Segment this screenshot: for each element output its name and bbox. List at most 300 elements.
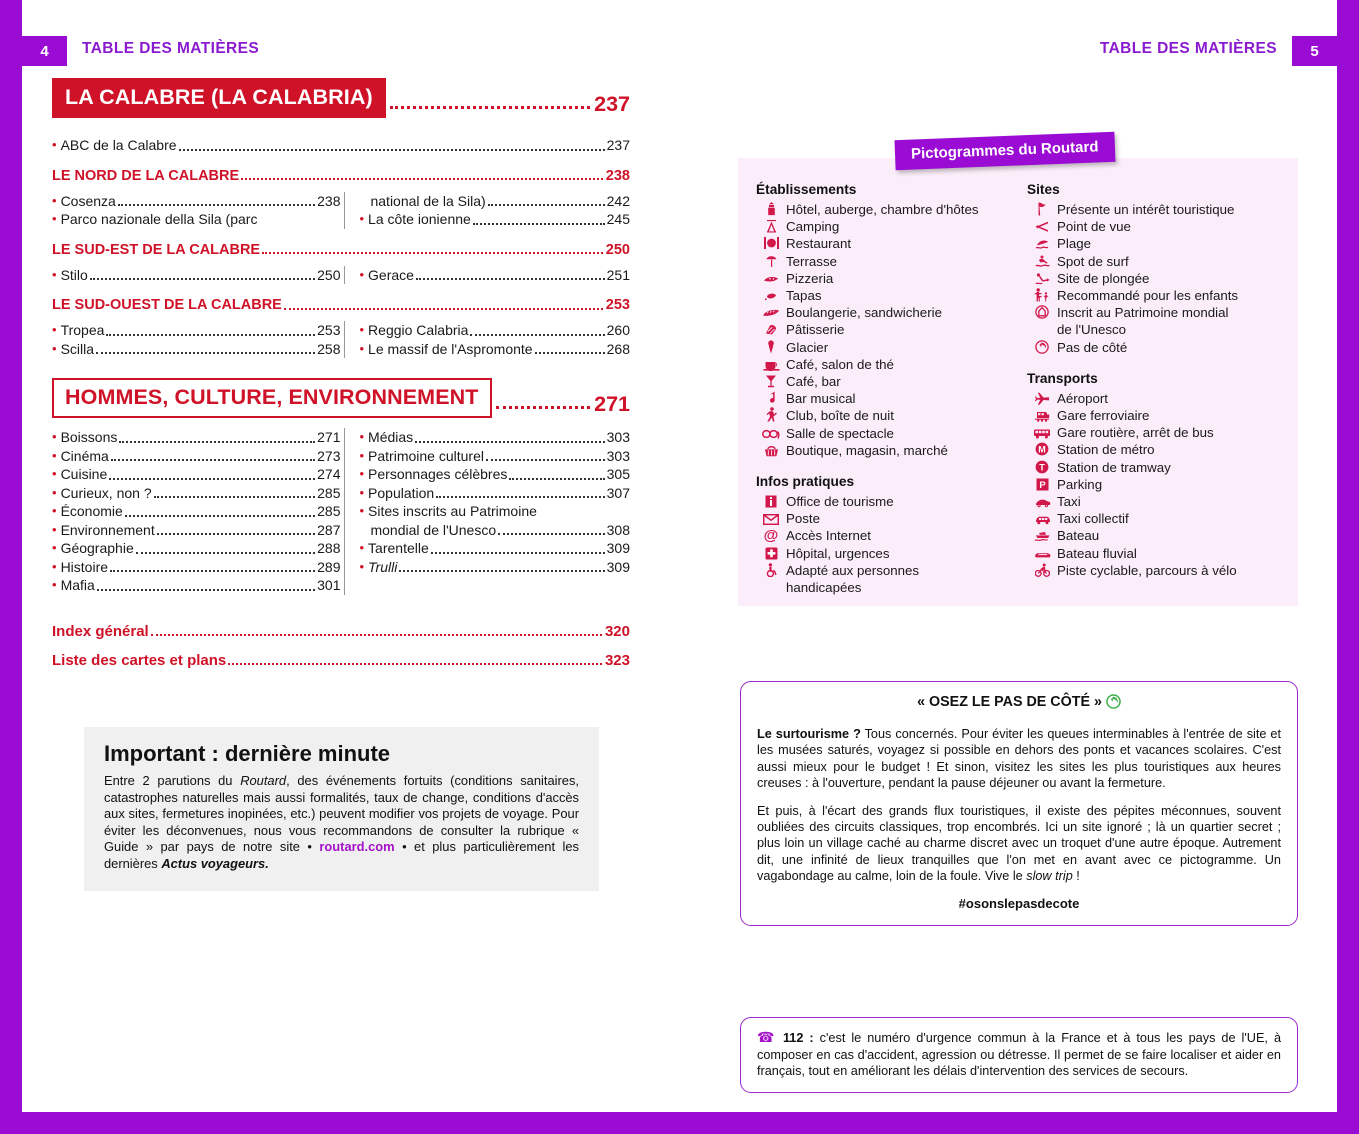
toc-item-page: 271	[317, 429, 341, 445]
svg-text:P: P	[1038, 479, 1046, 491]
diving-icon	[1027, 270, 1057, 287]
picto-label: Boulangerie, sandwicherie	[786, 305, 942, 321]
picto-label: Glacier	[786, 339, 829, 355]
toc-item-label: Curieux, non ?	[60, 484, 152, 501]
picto-label: Restaurant	[786, 236, 852, 252]
important-title: Important : dernière minute	[104, 741, 391, 766]
routard-website-link[interactable]: routard.com	[319, 839, 395, 855]
picto-row	[756, 510, 1011, 527]
picto-row	[756, 356, 1011, 373]
toc-item-page: 307	[606, 484, 630, 501]
picto-row	[756, 218, 1011, 235]
picto-row	[756, 235, 1011, 252]
leader-dots	[473, 223, 605, 225]
picto-row	[1027, 545, 1282, 562]
shared-taxi-icon	[1027, 510, 1057, 527]
leader-dots	[136, 552, 315, 554]
leader-dots	[535, 352, 605, 354]
osez-paragraph-1	[757, 726, 1281, 792]
picto-label: Bateau	[1057, 528, 1100, 544]
toc-item[interactable]	[359, 447, 630, 466]
picto-row	[756, 253, 1011, 270]
toc-item-label: Tropea	[60, 322, 105, 338]
picto-label: Poste	[786, 511, 821, 527]
picto-label: Station de tramway	[1057, 459, 1171, 475]
picto-label: Parking	[1057, 476, 1103, 492]
toc-item-page: 288	[317, 540, 341, 556]
toc-item[interactable]	[359, 539, 630, 558]
airplane-icon	[1027, 390, 1057, 407]
emergency-number-box	[740, 1017, 1298, 1093]
picto-label: Café, salon de thé	[786, 356, 894, 372]
picto-label: Inscrit au Patrimoine mondial	[1057, 305, 1229, 321]
toc-item[interactable]	[52, 502, 340, 521]
toc-item-label: Histoire	[60, 558, 109, 575]
picto-label: Gare ferroviaire	[1057, 408, 1150, 424]
picto-label: Adapté aux personnes	[786, 562, 920, 578]
toc-subsection-label: LE SUD-OUEST DE LA CALABRE	[52, 297, 282, 313]
toc-item[interactable]	[52, 521, 340, 540]
page-frame-bottom	[0, 1112, 1359, 1134]
leader-dots	[486, 459, 605, 461]
toc-item[interactable]	[359, 210, 630, 229]
leader-dots	[111, 459, 315, 461]
unesco-icon	[1027, 304, 1057, 321]
leader-dots	[399, 570, 604, 572]
bullet-icon: •	[359, 540, 365, 555]
picto-label: Point de vue	[1057, 219, 1131, 235]
picto-row	[1027, 493, 1282, 510]
toc-subsection-page: 250	[605, 241, 630, 258]
picto-row	[756, 407, 1011, 424]
picto-label: Plage	[1057, 236, 1092, 252]
toc-subsection-label: LE NORD DE LA CALABRE	[52, 167, 240, 184]
toc-item-page: 309	[606, 558, 630, 575]
bullet-icon: •	[359, 558, 365, 574]
picto-label: Bateau fluvial	[1057, 545, 1137, 561]
bullet-icon: •	[52, 484, 57, 500]
osez-paragraph-2	[757, 803, 1281, 885]
picto-row	[1027, 407, 1282, 424]
picto-label: Café, bar	[786, 374, 841, 390]
toc-item-page: 285	[317, 484, 341, 501]
picto-group-heading: Transports	[1027, 370, 1098, 386]
urgence-text	[757, 1029, 1281, 1080]
picto-label: Aéroport	[1057, 390, 1108, 406]
toc-item-label: Sites inscrits au Patrimoine	[368, 503, 537, 519]
osez-para1-lead: Le surtourisme ?	[757, 727, 861, 741]
toc-item-label: Tarentelle	[368, 540, 429, 556]
toc-item-page: 285	[317, 503, 341, 519]
boat-icon	[1027, 527, 1057, 544]
hotel-icon	[756, 201, 786, 218]
picto-row	[756, 304, 1011, 321]
page-frame-right	[1337, 0, 1359, 1134]
picto-label: de l'Unesco	[1057, 322, 1127, 338]
toc-item-page: 242	[606, 192, 630, 209]
picto-row	[756, 339, 1011, 356]
toc-item[interactable]	[359, 558, 630, 577]
bullet-icon: •	[359, 503, 365, 518]
picto-row	[1027, 476, 1282, 493]
picto-row	[756, 270, 1011, 287]
theatre-masks-icon	[756, 425, 786, 442]
picto-row	[1027, 424, 1282, 441]
bullet-icon: •	[52, 429, 57, 444]
toc-item[interactable]	[359, 266, 630, 285]
toc-item-continuation[interactable]	[359, 192, 630, 211]
toc-item-page: 238	[317, 192, 341, 209]
picto-label: Bar musical	[786, 391, 856, 407]
cocktail-glass-icon	[756, 373, 786, 390]
toc-item-label: Médias	[368, 429, 414, 445]
music-note-icon	[756, 390, 786, 407]
leader-dots	[179, 149, 605, 151]
picto-group-heading: Sites	[1027, 182, 1060, 197]
leader-dots	[488, 204, 605, 206]
toc-item[interactable]	[52, 576, 340, 595]
terrace-parasol-icon	[756, 253, 786, 270]
leader-dots	[157, 533, 315, 535]
osez-para2-end: !	[1072, 869, 1080, 884]
bullet-icon: •	[52, 466, 57, 481]
toc-item-page: 260	[606, 322, 630, 338]
tourist-interest-icon	[1027, 201, 1057, 218]
toc-item[interactable]	[52, 266, 340, 285]
leader-dots	[415, 441, 604, 443]
picto-row	[756, 321, 1011, 338]
picto-label: Piste cyclable, parcours à vélo	[1057, 562, 1237, 578]
bullet-icon: •	[359, 211, 365, 226]
leader-dots	[284, 308, 603, 310]
toc-item[interactable]	[52, 447, 340, 466]
toc-item-label: Cuisine	[60, 466, 108, 482]
toc-subsection-page: 253	[605, 297, 630, 313]
toc-item-label: Trulli	[368, 558, 398, 575]
leader-dots	[119, 441, 315, 443]
leader-dots	[90, 278, 315, 280]
cake-slice-icon	[756, 321, 786, 338]
toc-liste-cartes[interactable]	[52, 652, 630, 669]
toc-index-general[interactable]	[52, 623, 630, 640]
toc-item-page: 289	[317, 558, 341, 575]
picto-label: Spot de surf	[1057, 253, 1129, 269]
toc-item-page: 251	[606, 266, 630, 283]
picto-row	[1027, 562, 1282, 579]
picto-label: Boutique, magasin, marché	[786, 442, 948, 458]
picto-row	[1027, 270, 1282, 287]
toc-item-label: Stilo	[60, 266, 88, 283]
important-text-3: • et plus particulièrement les dernières	[104, 839, 579, 871]
picto-label: Office de tourisme	[786, 494, 894, 510]
toc-item-page: 303	[606, 429, 630, 445]
toc-item[interactable]	[52, 192, 340, 211]
picto-label: Camping	[786, 219, 840, 235]
toc-item-page: 303	[606, 447, 630, 464]
picto-row	[756, 201, 1011, 218]
picto-label: Taxi collectif	[1057, 511, 1129, 527]
picto-label: Pizzeria	[786, 270, 834, 286]
toc-item-page: 274	[317, 466, 341, 482]
toc-item-page: 301	[317, 577, 341, 593]
leader-dots	[110, 570, 315, 572]
picto-label: Présente un intérêt touristique	[1057, 202, 1235, 217]
toc-item-label: Environnement	[60, 521, 155, 538]
svg-text:M: M	[1038, 445, 1046, 456]
toc-item-label: Cinéma	[60, 447, 109, 464]
bullet-icon: •	[52, 447, 57, 463]
tramway-icon	[1027, 459, 1057, 476]
pictogrammes-panel	[738, 158, 1298, 606]
telephone-icon: ☎	[757, 1029, 777, 1045]
bullet-icon: •	[359, 447, 365, 463]
at-sign-icon: @	[763, 527, 779, 545]
toc-item[interactable]	[359, 484, 630, 503]
envelope-icon	[756, 510, 786, 527]
toc-section-page: 237	[594, 92, 630, 116]
metro-icon	[1027, 441, 1057, 458]
dancer-icon	[756, 407, 786, 424]
toc-item-page: 268	[606, 340, 630, 357]
pictogrammes-column-left	[756, 182, 1011, 596]
important-italic-routard: Routard	[240, 773, 287, 788]
toc-item[interactable]	[52, 136, 630, 155]
bullet-icon: •	[52, 521, 57, 537]
toc-item[interactable]	[52, 428, 340, 447]
river-boat-icon	[1027, 545, 1057, 562]
toc-item[interactable]	[52, 321, 340, 340]
leader-dots	[97, 589, 315, 591]
picto-label: Terrasse	[786, 253, 837, 269]
wheelchair-icon	[756, 562, 786, 579]
picto-row	[756, 527, 1011, 544]
toc-item-page: 245	[606, 211, 630, 227]
bullet-icon: •	[359, 429, 365, 444]
picto-row	[1027, 201, 1282, 218]
pizza-slice-icon	[756, 270, 786, 287]
bullet-icon: •	[52, 577, 57, 592]
pas-de-cote-green-icon	[1106, 694, 1121, 713]
toc-section-title-label: HOMMES, CULTURE, ENVIRONNEMENT	[52, 378, 492, 418]
toc-subsection-nord[interactable]	[52, 168, 630, 184]
leader-dots	[151, 634, 602, 636]
picto-row	[756, 562, 1011, 579]
restaurant-cutlery-icon	[756, 235, 786, 252]
important-actus-voyageurs: Actus voyageurs.	[161, 855, 269, 871]
picto-group-heading: Infos pratiques	[756, 474, 855, 490]
picto-row	[1027, 253, 1282, 270]
osez-para2-italic: slow trip	[1026, 869, 1073, 884]
bullet-icon: •	[52, 137, 57, 152]
toc-index-page: 323	[604, 651, 630, 669]
taxi-icon	[1027, 493, 1057, 510]
bullet-icon: •	[359, 340, 365, 356]
urgence-body: c'est le numéro d'urgence commun à la France et à tous les pays de l'UE, à composer en cas d'accident, agression ou détresse. Il permet de se faire localiser et aider en français, tout en améliorant les délais d'intervention des services de secours.	[757, 1031, 1281, 1079]
surf-icon	[1027, 253, 1057, 270]
toc-section-title-hommes[interactable]	[52, 378, 630, 418]
parking-icon	[1027, 476, 1057, 493]
bullet-icon: •	[52, 211, 57, 226]
picto-row	[756, 579, 1011, 596]
beach-icon	[1027, 235, 1057, 252]
picto-label: Gare routière, arrêt de bus	[1057, 425, 1214, 441]
leader-dots	[125, 515, 315, 517]
toc-item-page: 273	[317, 447, 341, 464]
bullet-icon: •	[52, 266, 57, 282]
picto-label: Station de métro	[1057, 442, 1155, 458]
leader-dots	[154, 496, 316, 498]
toc-subsection-sud-ouest[interactable]	[52, 297, 630, 313]
urgence-number: 112 :	[782, 1031, 814, 1045]
leader-dots	[498, 533, 605, 535]
leader-dots	[509, 478, 604, 480]
leader-dots	[431, 552, 605, 554]
toc-item-label: La côte ionienne	[368, 211, 471, 227]
toc-item-page: 308	[606, 521, 630, 538]
bullet-icon: •	[359, 484, 365, 500]
bullet-icon: •	[359, 266, 365, 282]
camping-tent-icon	[756, 218, 786, 235]
toc-index-page: 320	[604, 622, 630, 640]
leader-dots	[109, 478, 315, 480]
toc-item-page: 250	[317, 266, 341, 283]
toc-item-label: Personnages célèbres	[368, 466, 508, 482]
toc-subsection-label: LE SUD-EST DE LA CALABRE	[52, 241, 261, 258]
toc-item[interactable]	[52, 558, 340, 577]
toc-section-title-calabre[interactable]	[52, 78, 630, 118]
frame-notch-right	[1292, 0, 1337, 36]
osez-title	[757, 694, 1281, 713]
leader-dots	[96, 352, 315, 354]
picto-label: Hôpital, urgences	[786, 545, 890, 561]
pictogrammes-tab-label: Pictogrammes du Routard	[910, 138, 1099, 163]
bullet-icon: •	[52, 540, 57, 555]
children-icon	[1027, 287, 1057, 304]
picto-row	[1027, 527, 1282, 544]
important-text-2: , des événements fortuits (conditions sanitaires, catastrophes naturelles mais aussi formalités, taux de change, conditions d'accès aux sites, fermetures inopinées, etc.) peuvent modifier vos projets de voyage. Pour éviter les déconvenues, nous vous recommandons de consulter la rubrique « Guide » par pays de notre site •	[104, 773, 579, 855]
bullet-icon: •	[52, 192, 57, 208]
toc-item-label: Parco nazionale della Sila (parc	[60, 211, 258, 227]
coffee-cup-icon	[756, 356, 786, 373]
pas-de-cote-icon	[1027, 339, 1057, 356]
picto-label: Accès Internet	[786, 528, 871, 544]
toc-item[interactable]	[359, 502, 630, 521]
toc-item-page: 237	[606, 137, 630, 153]
table-of-contents	[52, 78, 630, 669]
hospital-cross-icon	[756, 545, 786, 562]
toc-item-continuation[interactable]	[359, 521, 630, 540]
toc-item-label: Économie	[60, 503, 123, 519]
bicycle-icon	[1027, 562, 1057, 579]
leader-dots	[262, 252, 603, 254]
picto-row	[1027, 218, 1282, 235]
picto-row	[1027, 235, 1282, 252]
viewpoint-icon	[1027, 218, 1057, 235]
ice-cream-icon	[756, 339, 786, 356]
toc-item-label: Le massif de l'Aspromonte	[368, 340, 533, 357]
toc-item-page: 253	[317, 322, 341, 338]
frame-notch-left	[22, 0, 67, 36]
toc-item[interactable]	[359, 428, 630, 447]
picto-label: Pâtisserie	[786, 322, 845, 338]
picto-row	[1027, 390, 1282, 407]
osez-title-label: « OSEZ LE PAS DE CÔTÉ »	[917, 694, 1102, 710]
picto-row	[1027, 321, 1282, 338]
bullet-icon: •	[359, 466, 365, 481]
svg-text:T: T	[1039, 462, 1045, 473]
picto-row	[756, 545, 1011, 562]
toc-item[interactable]	[52, 539, 340, 558]
picto-row	[756, 287, 1011, 304]
toc-subsection-sud-est[interactable]	[52, 242, 630, 258]
picto-row	[1027, 339, 1282, 356]
toc-item-label: Gerace	[368, 266, 414, 283]
toc-item-label: Population	[368, 484, 435, 501]
toc-item-page: 287	[317, 521, 341, 538]
picto-row	[1027, 510, 1282, 527]
leader-dots	[390, 78, 590, 109]
osez-hashtag: #osonslepasdecote	[958, 895, 1080, 911]
leader-dots	[228, 663, 602, 665]
toc-item[interactable]	[359, 465, 630, 484]
bread-baguette-icon	[756, 304, 786, 321]
picto-label: Pas de côté	[1057, 339, 1128, 355]
bus-icon	[1027, 424, 1057, 441]
toc-item-label: Mafia	[60, 577, 95, 593]
osez-para1-text: Tous concernés. Pour éviter les queues interminables à l'entrée de site et les musées saturés, voyagez si possible en dehors des ponts et vacances scolaires. C'est aussi mieux pour le budget ! Et sinon, visitez les sites les plus touristiques aux heures creuses : à l'ouverture, pendant la pause déjeuner ou avant la fermeture.	[757, 727, 1282, 791]
picto-label: Hôtel, auberge, chambre d'hôtes	[786, 202, 979, 217]
toc-item[interactable]	[52, 340, 340, 359]
toc-item[interactable]	[359, 321, 630, 340]
page-number-left: 4	[22, 36, 67, 66]
leader-dots	[496, 378, 591, 409]
toc-item-page: 258	[317, 340, 341, 357]
important-notice-box	[84, 727, 599, 891]
picto-row	[756, 373, 1011, 390]
toc-item[interactable]	[52, 465, 340, 484]
bullet-icon: •	[52, 503, 57, 518]
toc-item[interactable]	[52, 210, 340, 229]
information-icon	[756, 493, 786, 510]
page-frame-left	[0, 0, 22, 1134]
toc-item-label: Boissons	[60, 429, 118, 445]
toc-item-label: Géographie	[60, 540, 134, 556]
toc-item-label: mondial de l'Unesco	[370, 521, 497, 538]
osez-para2-text: Et puis, à l'écart des grands flux touristiques, il existe des pépites méconnues, souvent oubliées des circuits classiques, trop encombrés. Ici un site ignoré ; là un quartier secret ; plus loin un village caché au charme discret avec un troquet d'une autre époque. Autrement dit, une infinité de lieux tranquilles que l'on met en avant avec ce pictogramme. Un vagabondage au calme, loin de la foule. Vive le	[757, 803, 1281, 884]
picto-label: handicapées	[786, 580, 862, 596]
leader-dots	[470, 334, 604, 336]
toc-item-page: 309	[606, 540, 630, 556]
picto-label: Tapas	[786, 288, 822, 304]
bullet-icon: •	[359, 322, 365, 337]
toc-item-label: Cosenza	[60, 192, 116, 209]
leader-dots	[118, 204, 315, 206]
running-head-right: TABLE DES MATIÈRES	[1099, 40, 1277, 57]
picto-row	[1027, 459, 1282, 476]
osez-pas-de-cote-box	[740, 681, 1298, 926]
picto-row	[1027, 287, 1282, 304]
picto-label: Salle de spectacle	[786, 425, 894, 441]
important-text-1: Entre 2 parutions du	[104, 773, 241, 788]
leader-dots	[416, 278, 605, 280]
leader-dots	[241, 178, 603, 180]
toc-subsection-page: 238	[605, 167, 630, 184]
toc-item-label: Patrimoine culturel	[368, 447, 484, 464]
toc-item[interactable]	[52, 484, 340, 503]
toc-index-label: Index général	[52, 622, 149, 640]
leader-dots	[106, 334, 315, 336]
toc-item[interactable]	[359, 340, 630, 359]
